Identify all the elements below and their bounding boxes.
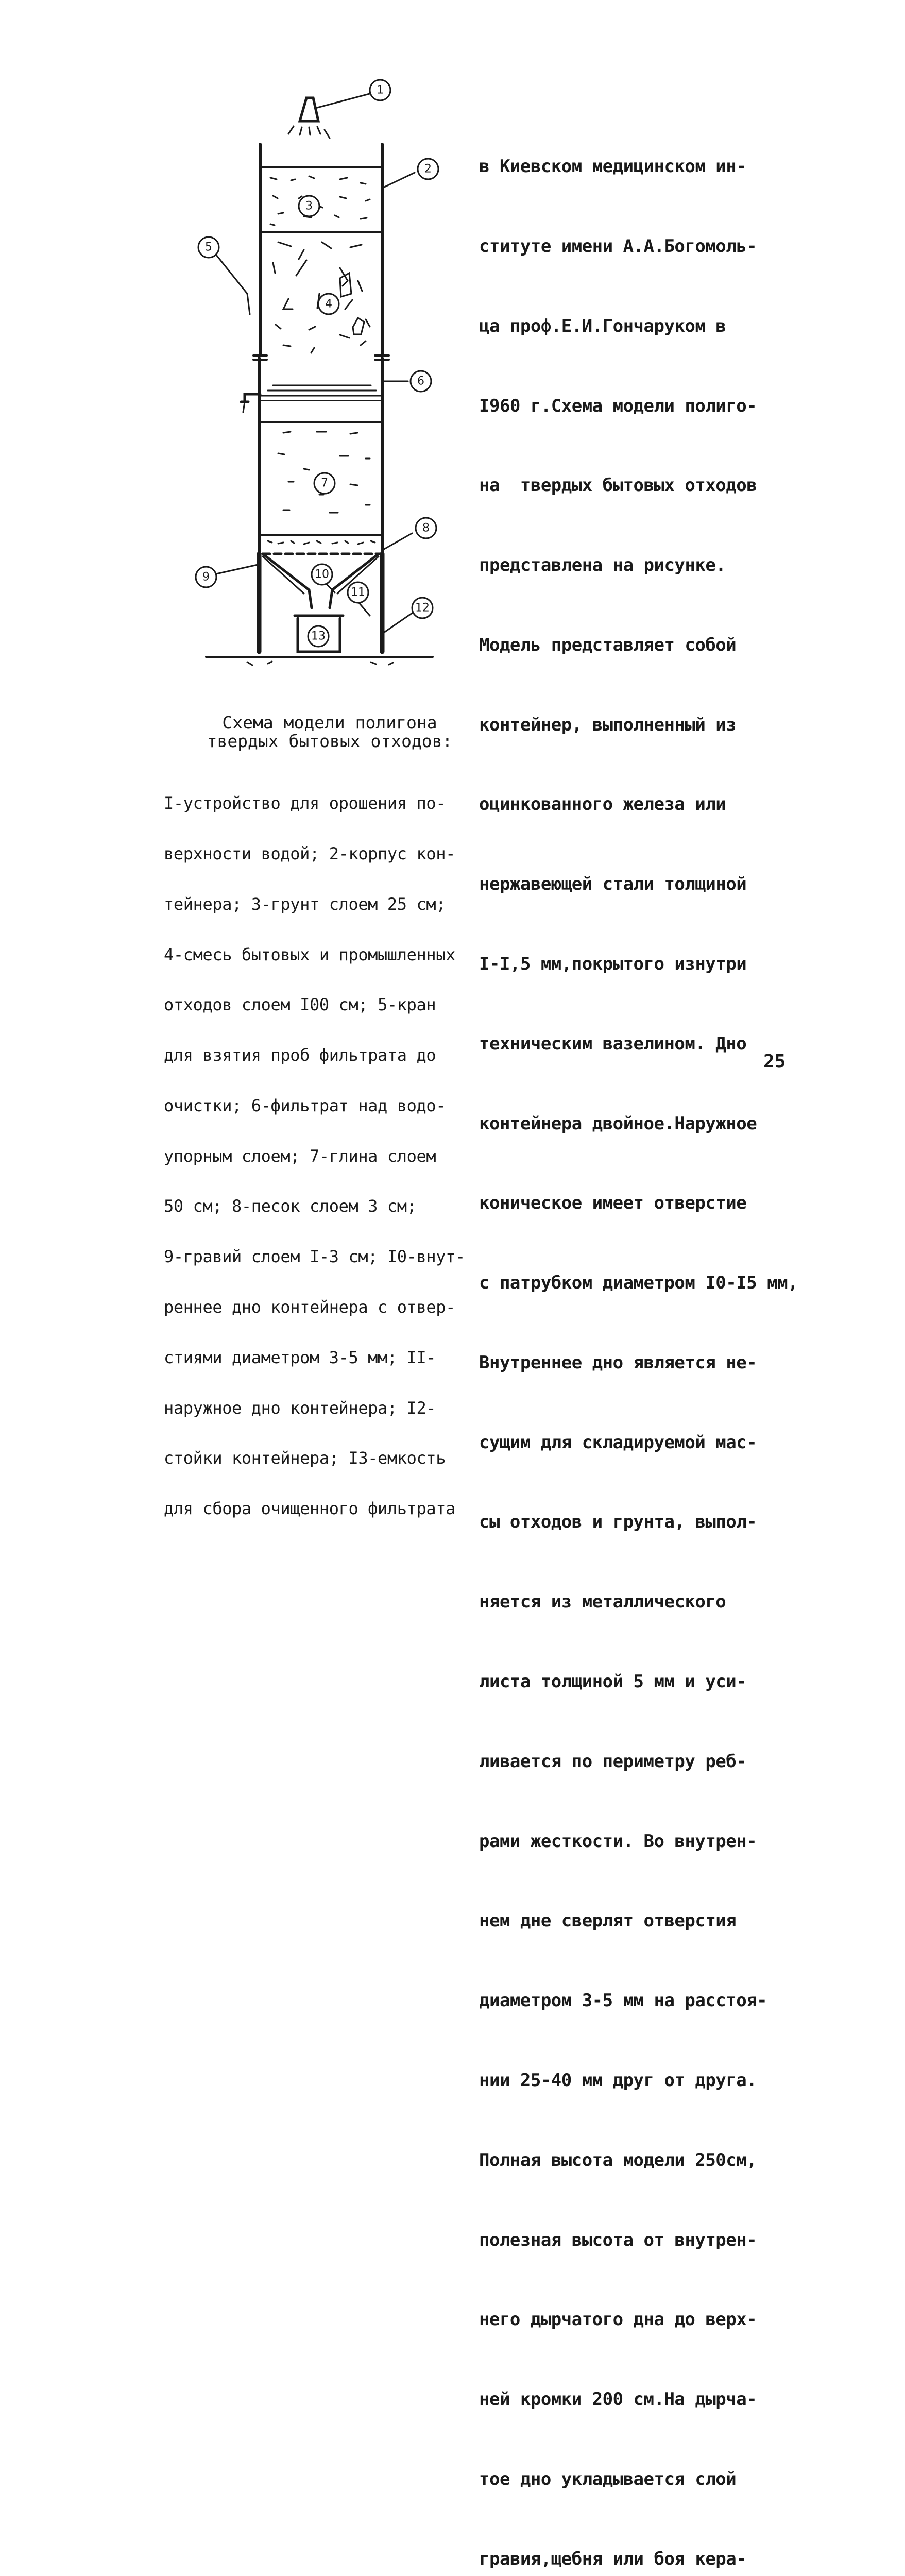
legend-line: I-устройство для орошения по- <box>164 793 446 814</box>
body-text-line: гравия,щебня или боя кера- <box>479 2548 747 2569</box>
legend-line: упорным слоем; 7-глина слоем <box>164 1146 436 1166</box>
legend-line: 50 см; 8-песок слоем 3 см; <box>164 1196 417 1216</box>
sand-gravel-layer <box>263 541 381 554</box>
body-text-line: оцинкованного железа или <box>479 794 726 815</box>
legend-line: для взятия проб фильтрата до <box>164 1045 436 1065</box>
body-text-line: Внутреннее дно является не- <box>479 1352 757 1373</box>
legend-line: отходов слоем I00 см; 5-кран <box>164 995 436 1015</box>
figure-caption-title <box>201 714 458 751</box>
caption-title-line: Схема модели полигона <box>222 713 437 733</box>
body-text-line: представлена на рисунке. <box>479 555 726 576</box>
body-text-line: коническое имеет отверстие <box>479 1193 747 1214</box>
legend-line: для сбора очищенного фильтрата <box>164 1499 455 1519</box>
body-text-line: диаметром 3-5 мм на расстоя- <box>479 1990 767 2011</box>
legend-line: тейнера; 3-грунт слоем 25 см; <box>164 894 446 914</box>
callout-label-8: 8 <box>422 521 430 535</box>
callout-label-9: 9 <box>202 570 210 584</box>
body-text-line: с патрубком диаметром I0-I5 мм, <box>479 1273 798 1294</box>
body-text-line: контейнера двойное.Наружное <box>479 1113 757 1134</box>
callout-label-12: 12 <box>415 601 430 615</box>
body-text-line: на твердых бытовых отходов <box>479 475 757 496</box>
callout-label-11: 11 <box>351 586 365 599</box>
drain-tap <box>241 394 260 412</box>
landfill-model-diagram <box>185 77 474 716</box>
caption-title-line: твердых бытовых отходов: <box>207 731 453 751</box>
body-text-line: полезная высота от внутрен- <box>479 2229 757 2250</box>
body-text-line: него дырчатого дна до верх- <box>479 2309 757 2330</box>
callout-label-7: 7 <box>321 477 328 490</box>
callout-label-10: 10 <box>315 568 329 581</box>
body-text-line: ституте имени А.А.Богомоль- <box>479 235 757 257</box>
clay-layer <box>278 432 370 513</box>
callout-label-13: 13 <box>311 630 326 643</box>
legend-line: верхности водой; 2-корпус кон- <box>164 843 455 863</box>
container-body <box>259 144 382 585</box>
callout-label-6: 6 <box>417 375 424 388</box>
legend-line: 9-гравий слоем I-3 см; I0-внут- <box>164 1247 465 1267</box>
callout-label-1: 1 <box>377 83 384 97</box>
body-text-line: няется из металлического <box>479 1591 726 1613</box>
body-text-column <box>479 100 809 2576</box>
body-text-line: нии 25-40 мм друг от друга. <box>479 2070 757 2091</box>
body-text-line: ливается по периметру реб- <box>479 1751 747 1772</box>
callout-label-5: 5 <box>205 241 212 254</box>
body-text-line: I960 г.Схема модели полиго- <box>479 395 757 416</box>
legend-line: очистки; 6-фильтрат над водо- <box>164 1095 446 1115</box>
body-text-line: Полная высота модели 250см, <box>479 2149 757 2171</box>
figure-legend <box>164 761 493 1534</box>
body-text-line: I-I,5 мм,покрытого изнутри <box>479 954 747 974</box>
body-text-line: рами жесткости. Во внутрен- <box>479 1831 757 1852</box>
legend-line: 4-смесь бытовых и промышленных <box>164 944 455 964</box>
page-number: 25 <box>763 1051 786 1072</box>
legend-line: наружное дно контейнера; I2- <box>164 1398 436 1418</box>
callout-label-4: 4 <box>325 297 332 311</box>
body-text-line: сы отходов и грунта, выпол- <box>479 1512 757 1533</box>
body-text-line: нержавеющей стали толщиной <box>479 874 747 895</box>
body-text-line: в Киевском медицинском ин- <box>479 156 747 177</box>
body-text-line: нем дне сверлят отверстия <box>479 1910 737 1931</box>
body-text-line: техническим вазелином. Дно <box>479 1033 747 1054</box>
legend-line: стиями диаметром 3-5 мм; II- <box>164 1347 436 1367</box>
legend-line: реннее дно контейнера с отвер- <box>164 1297 455 1317</box>
body-text-line: тое дно укладывается слой <box>479 2468 737 2489</box>
soil-layer <box>270 176 370 225</box>
callout-label-2: 2 <box>424 162 432 176</box>
body-text-line: контейнер, выполненный из <box>479 714 737 735</box>
body-text-line: ней кромки 200 см.На дырча- <box>479 2389 757 2410</box>
callout-label-3: 3 <box>305 199 313 213</box>
body-text-line: Модель представляет собой <box>479 634 737 655</box>
body-text-line: сущим для складируемой мас- <box>479 1432 757 1453</box>
body-text-line: листа толщиной 5 мм и уси- <box>479 1671 747 1692</box>
sprinkler-device <box>288 93 373 138</box>
body-text-line: ца проф.Е.И.Гончаруком в <box>479 315 726 336</box>
legend-line: стойки контейнера; I3-емкость <box>164 1448 446 1468</box>
